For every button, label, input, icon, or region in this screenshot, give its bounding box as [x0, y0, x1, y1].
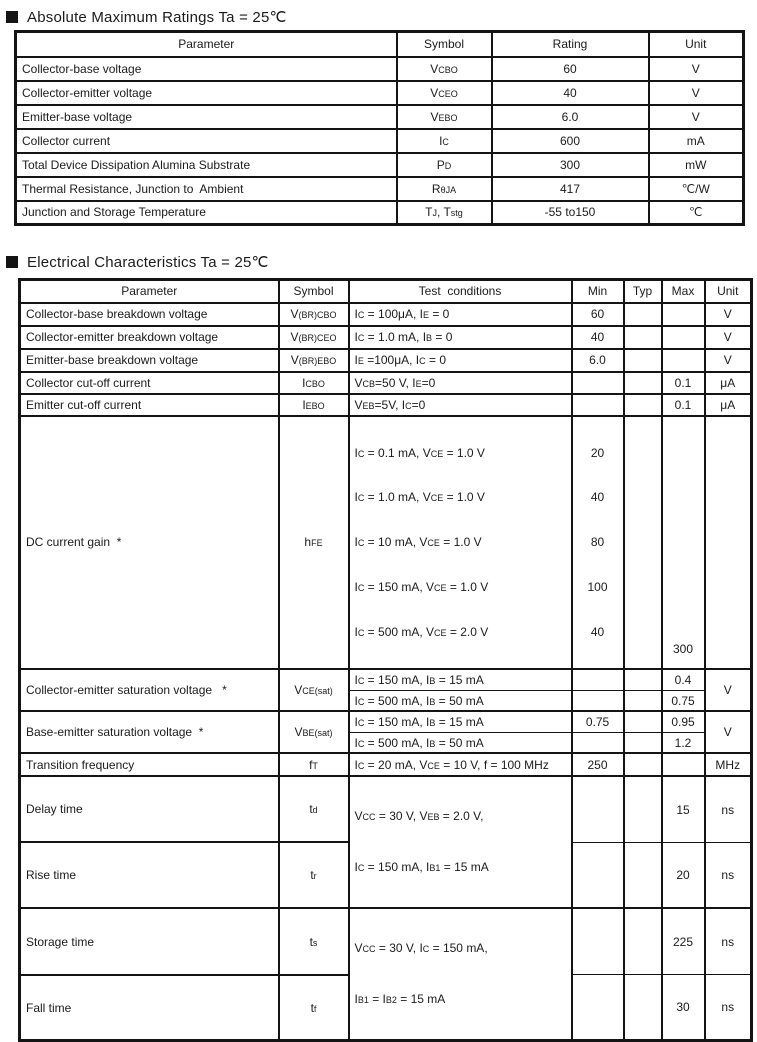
typ-cell: [624, 372, 662, 394]
condition-line: IC = 150 mA, IB1 = 15 mA: [354, 860, 489, 875]
min-cell: [572, 372, 624, 394]
parameter-cell: Collector-base voltage: [16, 57, 397, 81]
unit-cell: ns: [705, 776, 752, 842]
max-cell: [662, 349, 705, 372]
symbol-cell: fT: [279, 753, 349, 776]
min-cell: [572, 394, 624, 416]
test-conditions-cell: IC = 20 mA, VCE = 10 V, f = 100 MHz: [349, 753, 572, 776]
symbol-cell: VEBO: [397, 105, 492, 129]
rating-cell: 300: [492, 153, 649, 177]
test-conditions-cell: IE =100μA, IC = 0: [349, 349, 572, 372]
symbol-cell: hFE: [279, 416, 349, 670]
max-cell: [662, 326, 705, 349]
parameter-cell: DC current gain *: [20, 416, 279, 670]
min-cell: [572, 842, 624, 908]
rating-cell: -55 to150: [492, 201, 649, 225]
column-header-parameter: Parameter: [20, 280, 279, 303]
min-value-line: 80: [590, 535, 605, 550]
symbol-cell: V(BR)CBO: [279, 303, 349, 326]
rating-cell: 60: [492, 57, 649, 81]
rating-cell: 6.0: [492, 105, 649, 129]
parameter-cell: Junction and Storage Temperature: [16, 201, 397, 225]
unit-cell: V: [649, 57, 744, 81]
unit-cell: MHz: [705, 753, 752, 776]
max-cell: 1.2: [662, 732, 705, 753]
typ-cell: [624, 753, 662, 776]
parameter-cell: Thermal Resistance, Junction to Ambient: [16, 177, 397, 201]
unit-cell: V: [649, 81, 744, 105]
parameter-cell: Emitter cut-off current: [20, 394, 279, 416]
min-cell: 250: [572, 753, 624, 776]
condition-line: VCC = 30 V, VEB = 2.0 V,: [354, 809, 484, 824]
unit-cell: ns: [705, 908, 752, 974]
symbol-cell: TJ, Tstg: [397, 201, 492, 225]
table-row: [20, 326, 752, 349]
table-row: [16, 105, 744, 129]
parameter-cell: Collector cut-off current: [20, 372, 279, 394]
header-row: [16, 32, 744, 57]
min-cell: 6.0: [572, 349, 624, 372]
test-conditions-cell: VEB=5V, IC=0: [349, 394, 572, 416]
min-cell: 0.75: [572, 711, 624, 732]
unit-cell: V: [705, 711, 752, 753]
absolute-maximum-ratings-table: [14, 30, 745, 226]
column-header-symbol: Symbol: [397, 32, 492, 57]
unit-cell: mW: [649, 153, 744, 177]
parameter-cell: Total Device Dissipation Alumina Substrate: [16, 153, 397, 177]
max-value: 300: [672, 642, 694, 657]
column-header-unit: Unit: [705, 280, 752, 303]
parameter-cell: Emitter-base breakdown voltage: [20, 349, 279, 372]
table-row-vbesat-1: [20, 711, 752, 732]
test-conditions-cell: IC = 150 mA, IB = 15 mA: [349, 711, 572, 732]
parameter-cell: Collector-base breakdown voltage: [20, 303, 279, 326]
symbol-cell: ts: [279, 908, 349, 974]
max-cell: 0.4: [662, 669, 705, 690]
min-cell: [572, 908, 624, 974]
table-row: [20, 349, 752, 372]
test-conditions-cell: IC = 150 mA, IB = 15 mA: [349, 669, 572, 690]
table-row-hfe: [20, 416, 752, 670]
test-conditions-cell: [349, 416, 572, 670]
section-title-absolute-maximum-ratings: [6, 8, 287, 26]
typ-cell: [624, 711, 662, 732]
typ-cell: [624, 776, 662, 842]
max-cell: 0.1: [662, 372, 705, 394]
test-conditions-cell: IC = 500 mA, IB = 50 mA: [349, 732, 572, 753]
condition-line: VCC = 30 V, IC = 150 mA,: [354, 941, 488, 956]
header-row: [20, 280, 752, 303]
symbol-cell: IEBO: [279, 394, 349, 416]
symbol-cell: tf: [279, 975, 349, 1041]
min-value-line: 40: [590, 490, 605, 505]
max-cell: [662, 753, 705, 776]
test-conditions-cell: VCB=50 V, IE=0: [349, 372, 572, 394]
condition-line: IC = 500 mA, VCE = 2.0 V: [354, 624, 489, 639]
max-cell: 30: [662, 975, 705, 1041]
unit-cell: V: [705, 669, 752, 711]
parameter-cell: Collector-emitter voltage: [16, 81, 397, 105]
min-cell: [572, 975, 624, 1041]
unit-cell: μA: [705, 372, 752, 394]
symbol-cell: VCEO: [397, 81, 492, 105]
unit-cell: ns: [705, 842, 752, 908]
symbol-cell: V(BR)CEO: [279, 326, 349, 349]
condition-line: IB1 = IB2 = 15 mA: [354, 992, 446, 1007]
column-header-rating: Rating: [492, 32, 649, 57]
unit-cell: V: [705, 326, 752, 349]
parameter-cell: Storage time: [20, 908, 279, 974]
min-cell: 60: [572, 303, 624, 326]
typ-cell: [624, 416, 662, 670]
symbol-cell: PD: [397, 153, 492, 177]
parameter-cell: Transition frequency: [20, 753, 279, 776]
symbol-cell: VCE(sat): [279, 669, 349, 711]
symbol-cell: ICBO: [279, 372, 349, 394]
symbol-cell: tr: [279, 842, 349, 908]
min-value-line: 40: [590, 624, 605, 639]
max-cell: [662, 303, 705, 326]
min-value-line: 20: [590, 445, 605, 460]
rating-cell: 417: [492, 177, 649, 201]
unit-cell: V: [705, 303, 752, 326]
table-row: [16, 81, 744, 105]
typ-cell: [624, 303, 662, 326]
parameter-cell: Rise time: [20, 842, 279, 908]
max-cell: 0.95: [662, 711, 705, 732]
section-title-text: Electrical Characteristics Ta = 25℃: [27, 254, 269, 271]
table-row: [20, 303, 752, 326]
condition-line: IC = 150 mA, VCE = 1.0 V: [354, 579, 489, 594]
table-row: [20, 372, 752, 394]
table-row: [16, 153, 744, 177]
condition-line: IC = 0.1 mA, VCE = 1.0 V: [354, 445, 485, 460]
parameter-cell: Collector-emitter saturation voltage *: [20, 669, 279, 711]
max-cell: 15: [662, 776, 705, 842]
table-row-delay-time: [20, 776, 752, 842]
symbol-cell: VCBO: [397, 57, 492, 81]
symbol-cell: IC: [397, 129, 492, 153]
min-cell: [572, 690, 624, 711]
test-conditions-cell: [349, 908, 572, 1041]
black-square-icon: [6, 256, 18, 268]
parameter-cell: Fall time: [20, 975, 279, 1041]
column-header-symbol: Symbol: [279, 280, 349, 303]
min-cell: [572, 776, 624, 842]
rating-cell: 600: [492, 129, 649, 153]
column-header-test-conditions: Test conditions: [349, 280, 572, 303]
symbol-cell: V(BR)EBO: [279, 349, 349, 372]
min-cell: [572, 732, 624, 753]
typ-cell: [624, 394, 662, 416]
parameter-cell: Base-emitter saturation voltage *: [20, 711, 279, 753]
max-cell: 0.1: [662, 394, 705, 416]
unit-cell: [705, 416, 752, 670]
parameter-cell: Collector current: [16, 129, 397, 153]
test-conditions-cell: IC = 500 mA, IB = 50 mA: [349, 690, 572, 711]
table-row-storage-time: [20, 908, 752, 974]
test-conditions-cell: IC = 1.0 mA, IB = 0: [349, 326, 572, 349]
table-row: [16, 201, 744, 225]
black-square-icon: [6, 11, 18, 23]
typ-cell: [624, 349, 662, 372]
typ-cell: [624, 690, 662, 711]
typ-cell: [624, 669, 662, 690]
unit-cell: ℃: [649, 201, 744, 225]
column-header-min: Min: [572, 280, 624, 303]
unit-cell: μA: [705, 394, 752, 416]
min-cell: [572, 669, 624, 690]
table-row: [20, 753, 752, 776]
min-cell: 40: [572, 326, 624, 349]
parameter-cell: Emitter-base voltage: [16, 105, 397, 129]
electrical-characteristics-table: [18, 278, 753, 1042]
typ-cell: [624, 975, 662, 1041]
typ-cell: [624, 842, 662, 908]
table-row-vcesat-1: [20, 669, 752, 690]
column-header-unit: Unit: [649, 32, 744, 57]
column-header-typ: Typ: [624, 280, 662, 303]
max-cell: 225: [662, 908, 705, 974]
min-cell: [572, 416, 624, 670]
unit-cell: V: [649, 105, 744, 129]
section-title-electrical-characteristics: [6, 253, 269, 271]
table-row: [16, 129, 744, 153]
column-header-max: Max: [662, 280, 705, 303]
min-value-line: 100: [587, 579, 608, 594]
unit-cell: V: [705, 349, 752, 372]
typ-cell: [624, 908, 662, 974]
section-title-text: Absolute Maximum Ratings Ta = 25℃: [27, 9, 287, 26]
unit-cell: ns: [705, 975, 752, 1041]
max-cell: 20: [662, 842, 705, 908]
unit-cell: mA: [649, 129, 744, 153]
typ-cell: [624, 732, 662, 753]
parameter-cell: Delay time: [20, 776, 279, 842]
column-header-parameter: Parameter: [16, 32, 397, 57]
condition-line: IC = 1.0 mA, VCE = 1.0 V: [354, 490, 485, 505]
symbol-cell: VBE(sat): [279, 711, 349, 753]
table-row: [16, 57, 744, 81]
condition-line: IC = 10 mA, VCE = 1.0 V: [354, 535, 482, 550]
table-row: [20, 394, 752, 416]
symbol-cell: td: [279, 776, 349, 842]
parameter-cell: Collector-emitter breakdown voltage: [20, 326, 279, 349]
max-cell: 0.75: [662, 690, 705, 711]
max-cell: [662, 416, 705, 670]
symbol-cell: RθJA: [397, 177, 492, 201]
unit-cell: ℃/W: [649, 177, 744, 201]
test-conditions-cell: [349, 776, 572, 908]
table-row: [16, 177, 744, 201]
rating-cell: 40: [492, 81, 649, 105]
test-conditions-cell: IC = 100μA, IE = 0: [349, 303, 572, 326]
typ-cell: [624, 326, 662, 349]
